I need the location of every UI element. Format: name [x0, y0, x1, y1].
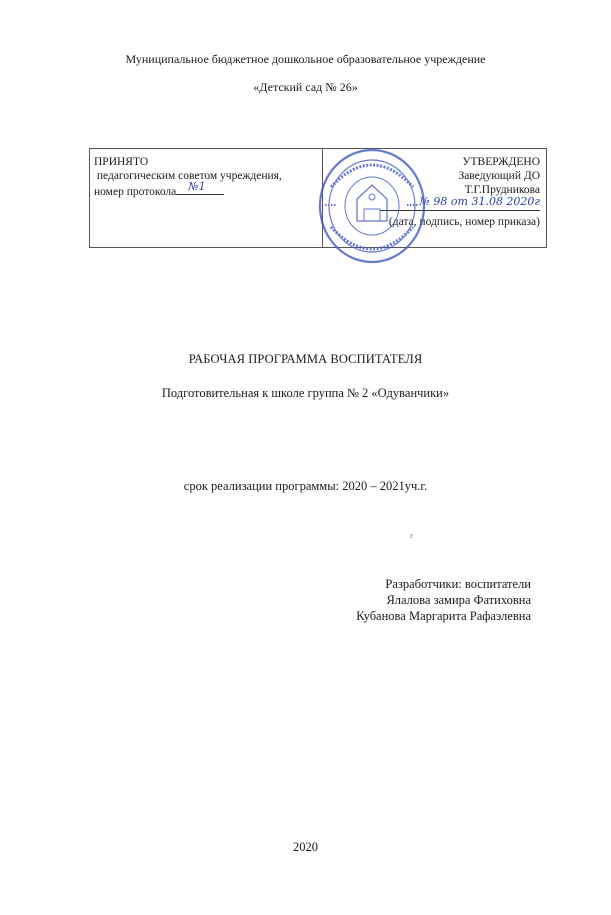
accepted-cell — [94, 155, 320, 199]
approved-line-1: Заведующий ДО — [458, 170, 540, 182]
approved-cell — [320, 155, 540, 229]
approval-handwritten-entry: № 98 от 31.08 2020г — [419, 195, 540, 208]
stray-mark: ε — [410, 531, 414, 540]
approved-line-2: Т.Г.Прудникова — [464, 184, 540, 196]
accepted-heading: ПРИНЯТО — [94, 156, 149, 168]
protocol-number-handwritten: №1 — [188, 180, 206, 193]
approved-heading: УТВЕРЖДЕНО — [462, 156, 540, 168]
accepted-line-2: номер протокола №1 — [94, 183, 320, 199]
protocol-number-field — [176, 180, 224, 195]
approval-table — [89, 148, 547, 248]
developers-label: Разработчики: воспитатели — [385, 577, 531, 591]
implementation-period: срок реализации программы: 2020 – 2021уч.г. — [183, 479, 428, 493]
document-title: РАБОЧАЯ ПРОГРАММА ВОСПИТАТЕЛЯ — [188, 352, 423, 366]
signature-line — [320, 197, 540, 215]
developer-name: Ялалова замира Фатиховна — [386, 593, 531, 607]
group-name: Подготовительная к школе группа № 2 «Одуванчики» — [161, 386, 450, 400]
accepted-line-1: педагогическим советом учреждения, — [96, 170, 282, 182]
developer-name: Кубанова Маргарита Рафаэлевна — [356, 609, 531, 623]
document-year: 2020 — [293, 840, 318, 854]
institution-line-2: «Детский сад № 26» — [253, 80, 358, 94]
approval-caption: (дата, подпись, номер приказа) — [388, 216, 540, 228]
institution-line-1: Муниципальное бюджетное дошкольное образовательное учреждение — [125, 52, 486, 66]
developers-block — [356, 576, 531, 624]
